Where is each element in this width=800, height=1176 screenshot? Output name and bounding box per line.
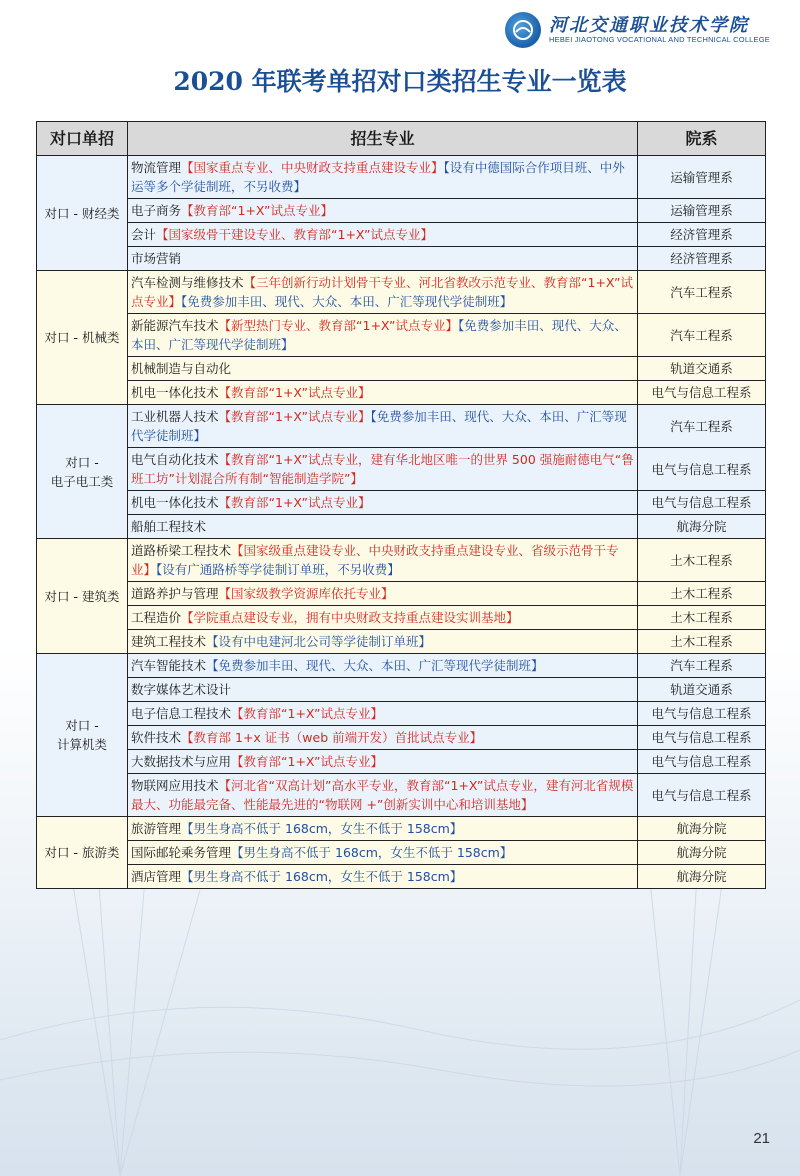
major-name: 汽车检测与维修技术 xyxy=(131,275,244,290)
major-program-note: 【免费参加丰田、现代、大众、本田、广汇等现代学徒制班】 xyxy=(206,658,544,673)
college-name-en: HEBEI JIAOTONG VOCATIONAL AND TECHNICAL COLLEGE xyxy=(549,34,770,44)
major-cell xyxy=(128,448,638,491)
major-program-note: 【设有中德国际合作项目班、中外运等多个学徒制班，不另收费】 xyxy=(131,160,625,194)
table-row xyxy=(37,357,766,381)
table-row xyxy=(37,774,766,817)
department-cell: 航海分院 xyxy=(638,865,766,889)
category-cell: 对口 - 财经类 xyxy=(37,156,128,271)
major-cell xyxy=(128,199,638,223)
major-program-note: 【男生身高不低于 168cm，女生不低于 158cm】 xyxy=(231,845,513,860)
major-cell xyxy=(128,314,638,357)
department-cell: 运输管理系 xyxy=(638,156,766,199)
major-name: 酒店管理 xyxy=(131,869,182,884)
major-cell xyxy=(128,817,638,841)
department-cell: 汽车工程系 xyxy=(638,654,766,678)
major-name: 电子商务 xyxy=(131,203,182,218)
major-name: 机电一体化技术 xyxy=(131,495,219,510)
major-cell xyxy=(128,750,638,774)
major-highlight: 【国家级教学资源库依托专业】 xyxy=(218,586,394,601)
department-cell: 电气与信息工程系 xyxy=(638,448,766,491)
table-row xyxy=(37,247,766,271)
table-body xyxy=(37,156,766,889)
major-name: 汽车智能技术 xyxy=(131,658,207,673)
department-cell: 电气与信息工程系 xyxy=(638,750,766,774)
table-row xyxy=(37,271,766,314)
major-cell xyxy=(128,582,638,606)
table-row xyxy=(37,654,766,678)
department-cell: 土木工程系 xyxy=(638,539,766,582)
major-name: 机电一体化技术 xyxy=(131,385,219,400)
major-highlight: 【教育部“1+X”试点专业，建有华北地区唯一的世界 500 强施耐德电气“鲁班工坊”计划混合所有制“智能制造学院”】 xyxy=(131,452,634,486)
major-highlight: 【国家级骨干建设专业、教育部“1+X”试点专业】 xyxy=(156,227,433,242)
major-program-note: 【男生身高不低于 168cm，女生不低于 158cm】 xyxy=(181,869,463,884)
major-name: 物流管理 xyxy=(131,160,182,175)
major-cell xyxy=(128,491,638,515)
major-cell xyxy=(128,678,638,702)
department-cell: 轨道交通系 xyxy=(638,678,766,702)
table-row xyxy=(37,750,766,774)
major-name: 船舶工程技术 xyxy=(131,519,207,534)
department-cell: 电气与信息工程系 xyxy=(638,726,766,750)
major-cell xyxy=(128,247,638,271)
major-highlight: 【教育部“1+X”试点专业】 xyxy=(218,495,371,510)
major-name: 软件技术 xyxy=(131,730,182,745)
college-name-cn: 河北交通职业技术学院 xyxy=(549,14,750,36)
major-highlight: 【教育部“1+X”试点专业】 xyxy=(231,754,383,769)
major-highlight: 【教育部“1+X”试点专业】 xyxy=(218,385,371,400)
major-name: 电子信息工程技术 xyxy=(131,706,232,721)
category-cell: 对口 - 电子电工类 xyxy=(37,405,128,539)
major-name: 国际邮轮乘务管理 xyxy=(131,845,232,860)
major-cell xyxy=(128,271,638,314)
table-row xyxy=(37,381,766,405)
page-number: 21 xyxy=(753,1130,770,1147)
major-name: 物联网应用技术 xyxy=(131,778,219,793)
college-emblem-icon xyxy=(505,12,541,48)
department-cell: 轨道交通系 xyxy=(638,357,766,381)
major-name: 旅游管理 xyxy=(131,821,182,836)
major-name: 大数据技术与应用 xyxy=(131,754,232,769)
major-name: 数字媒体艺术设计 xyxy=(131,682,232,697)
category-cell: 对口 - 旅游类 xyxy=(37,817,128,889)
department-cell: 航海分院 xyxy=(638,841,766,865)
major-cell xyxy=(128,702,638,726)
table-row xyxy=(37,199,766,223)
major-cell xyxy=(128,841,638,865)
table-row xyxy=(37,630,766,654)
major-program-note: 【免费参加丰田、现代、大众、本田、广汇等现代学徒制班】 xyxy=(181,294,513,309)
major-name: 道路桥梁工程技术 xyxy=(131,543,232,558)
major-highlight: 【教育部“1+X”试点专业】 xyxy=(218,409,371,424)
major-name: 电气自动化技术 xyxy=(131,452,219,467)
major-cell xyxy=(128,606,638,630)
major-program-note: 【免费参加丰田、现代、大众、本田、广汇等现代学徒制班】 xyxy=(131,409,627,443)
major-cell xyxy=(128,774,638,817)
major-highlight: 【教育部“1+X”试点专业】 xyxy=(231,706,383,721)
major-name: 工业机器人技术 xyxy=(131,409,219,424)
major-highlight: 【教育部“1+X”试点专业】 xyxy=(181,203,333,218)
category-cell: 对口 - 机械类 xyxy=(37,271,128,405)
major-name: 工程造价 xyxy=(131,610,182,625)
major-name: 建筑工程技术 xyxy=(131,634,207,649)
department-cell: 汽车工程系 xyxy=(638,314,766,357)
table-row xyxy=(37,582,766,606)
major-name: 会计 xyxy=(131,227,157,242)
page-title: 2020 年联考单招对口类招生专业一览表 xyxy=(173,67,627,96)
department-cell: 航海分院 xyxy=(638,515,766,539)
department-cell: 电气与信息工程系 xyxy=(638,381,766,405)
major-highlight: 【学院重点建设专业，拥有中央财政支持重点建设实训基地】 xyxy=(181,610,519,625)
major-name: 新能源汽车技术 xyxy=(131,318,219,333)
major-cell xyxy=(128,654,638,678)
department-cell: 经济管理系 xyxy=(638,247,766,271)
major-program-note: 【设有广通路桥等学徒制订单班，不另收费】 xyxy=(156,562,400,577)
table-row xyxy=(37,491,766,515)
department-cell: 土木工程系 xyxy=(638,606,766,630)
department-cell: 汽车工程系 xyxy=(638,405,766,448)
major-cell xyxy=(128,539,638,582)
table-row xyxy=(37,606,766,630)
major-cell xyxy=(128,381,638,405)
table-row xyxy=(37,448,766,491)
table-header-row xyxy=(37,122,766,156)
major-highlight: 【三年创新行动计划骨干专业、河北省教改示范专业、教育部“1+X”试点专业】 xyxy=(131,275,633,309)
major-cell xyxy=(128,630,638,654)
department-cell: 电气与信息工程系 xyxy=(638,774,766,817)
department-cell: 电气与信息工程系 xyxy=(638,702,766,726)
major-cell xyxy=(128,357,638,381)
major-highlight: 【国家重点专业、中央财政支持重点建设专业】 xyxy=(181,160,444,175)
category-cell: 对口 - 计算机类 xyxy=(37,654,128,817)
table-row xyxy=(37,314,766,357)
major-program-note: 【男生身高不低于 168cm，女生不低于 158cm】 xyxy=(181,821,463,836)
header-department: 院系 xyxy=(638,122,766,156)
department-cell: 土木工程系 xyxy=(638,630,766,654)
table-row xyxy=(37,678,766,702)
header-major: 招生专业 xyxy=(128,122,638,156)
major-cell xyxy=(128,223,638,247)
table-row xyxy=(37,702,766,726)
major-name: 市场营销 xyxy=(131,251,182,266)
table-row xyxy=(37,515,766,539)
table-row xyxy=(37,726,766,750)
major-program-note: 【设有中电建河北公司等学徒制订单班】 xyxy=(206,634,432,649)
table-row xyxy=(37,865,766,889)
table-row xyxy=(37,223,766,247)
major-highlight: 【新型热门专业、教育部“1+X”试点专业】 xyxy=(218,318,458,333)
table-row xyxy=(37,405,766,448)
major-program-note: 【免费参加丰田、现代、大众、本田、广汇等现代学徒制班】 xyxy=(131,318,627,352)
table-row xyxy=(37,841,766,865)
department-cell: 运输管理系 xyxy=(638,199,766,223)
major-cell xyxy=(128,865,638,889)
major-highlight: 【河北省“双高计划”高水平专业，教育部“1+X”试点专业，建有河北省规模最大、功能最完备、性能最先进的“物联网 +”创新实训中心和培训基地】 xyxy=(131,778,634,812)
table-row xyxy=(37,539,766,582)
majors-table xyxy=(36,121,766,889)
major-cell xyxy=(128,515,638,539)
major-highlight: 【教育部 1+x 证书（web 前端开发）首批试点专业】 xyxy=(181,730,483,745)
table-row xyxy=(37,156,766,199)
department-cell: 土木工程系 xyxy=(638,582,766,606)
major-cell xyxy=(128,156,638,199)
table-row xyxy=(37,817,766,841)
category-cell: 对口 - 建筑类 xyxy=(37,539,128,654)
college-logo xyxy=(505,12,770,48)
major-name: 机械制造与自动化 xyxy=(131,361,232,376)
major-name: 道路养护与管理 xyxy=(131,586,219,601)
major-cell xyxy=(128,405,638,448)
department-cell: 电气与信息工程系 xyxy=(638,491,766,515)
header-category: 对口单招 xyxy=(37,122,128,156)
major-cell xyxy=(128,726,638,750)
department-cell: 经济管理系 xyxy=(638,223,766,247)
department-cell: 航海分院 xyxy=(638,817,766,841)
department-cell: 汽车工程系 xyxy=(638,271,766,314)
major-highlight: 【国家级重点建设专业、中央财政支持重点建设专业、省级示范骨干专业】 xyxy=(131,543,619,577)
